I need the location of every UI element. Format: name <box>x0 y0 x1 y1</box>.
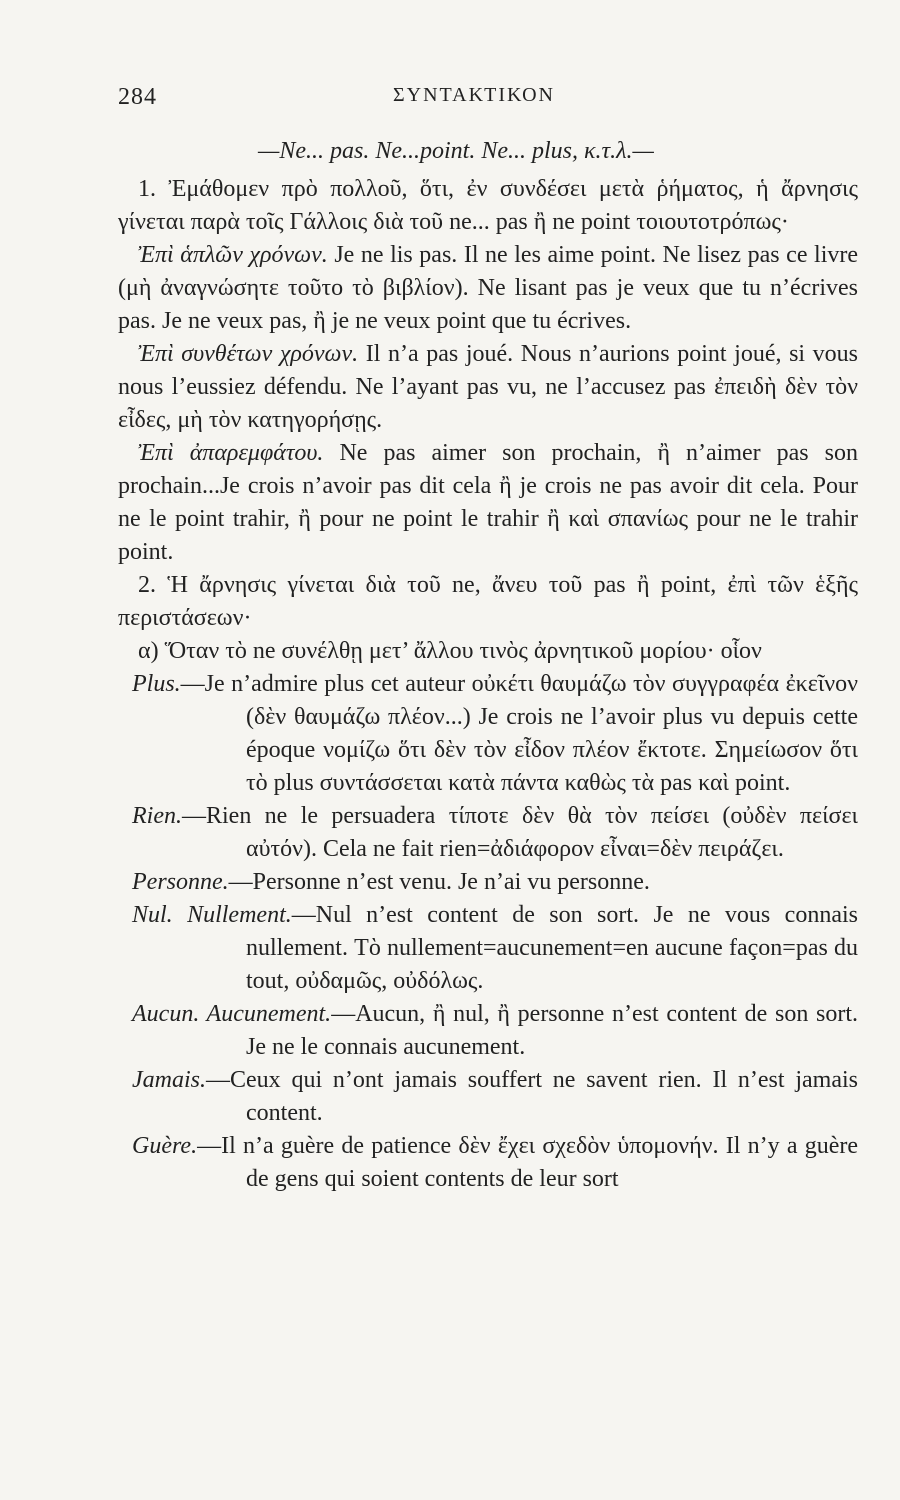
section-1-intro: 1. Ἐμάθομεν πρὸ πολλοῦ, ὅτι, ἐν συνδέσει μετὰ ῥήματος, ἡ ἄρνησις γίνεται παρὰ τοῖς Γάλλοις διὰ τοῦ ne... pas ἢ ne point τοιουτοτρόπως· <box>118 176 858 235</box>
entry-term: Jamais. <box>132 1067 206 1093</box>
simple-tenses-text: Je ne lis pas. Il ne les aime point. Ne lisez pas ce livre (μὴ ἀναγνώσητε τοῦτο τὸ βιβλίον). Ne lisant pas je veux que tu n’écrives pas. Je ne veux pas, ἢ je ne veux point que tu écrives. <box>118 242 859 334</box>
entry-text: —Je n’admire plus cet auteur οὐκέτι θαυμάζω τὸν συγγραφέα ἐκεῖνον (δὲν θαυμάζω πλέον...) Je crois ne l’avoir plus vu depuis cette époque νομίζω ὅτι δὲν τὸν εἶδον πλέον ἔκτοτε. Σημείωσον ὅτι τὸ plus συντάσσεται κατὰ πάντα καθὼς τὰ pas καὶ point. <box>180 671 858 796</box>
section-rubric: —Ne... pas. Ne...point. Ne... plus, κ.τ.λ.— <box>258 138 654 164</box>
entry-term: Plus. <box>132 671 181 697</box>
entry-text: —Il n’a guère de patience δὲν ἔχει σχεδὸν ὑπομονήν. Il n’y a guère de gens qui soient contents de leur sort <box>197 1133 858 1192</box>
entry-jamais <box>118 1064 858 1130</box>
infinitive-paragraph <box>118 437 858 569</box>
entry-term: Nul. Nullement. <box>132 902 292 928</box>
entry-term: Rien. <box>132 803 182 829</box>
compound-tenses-paragraph <box>118 338 858 437</box>
running-title: ΣΥΝΤΑΚΤΙΚΟΝ <box>393 84 555 106</box>
entry-personne <box>118 866 858 899</box>
entry-guere <box>118 1130 858 1196</box>
entry-plus <box>118 668 858 800</box>
section-2-sub-a: α) Ὅταν τὸ ne συνέλθῃ μετ’ ἄλλου τινὸς ἀρνητικοῦ μορίου· οἷον <box>138 638 762 664</box>
entry-rien <box>118 800 858 866</box>
simple-tenses-label: Ἐπὶ ἁπλῶν χρόνων. <box>138 242 328 268</box>
entry-term: Guère. <box>132 1133 198 1159</box>
entry-text: —Nul n’est content de son sort. Je ne vous connais nullement. Τὸ nullement=aucunement=en aucune façon=pas du tout, οὐδαμῶς, οὐδόλως. <box>246 902 858 994</box>
page-number: 284 <box>118 84 157 110</box>
entry-term: Aucun. Aucunement. <box>132 1001 332 1027</box>
entry-text: —Aucun, ἢ nul, ἢ personne n’est content de son sort. Je ne le connais aucunement. <box>246 1001 858 1060</box>
infinitive-text: Ne pas aimer son prochain, ἢ n’aimer pas son prochain...Je crois n’avoir pas dit cela ἢ je crois ne pas avoir dit cela. Pour ne le point trahir, ἢ pour ne point le trahir ἢ καὶ σπανίως pour ne le trahir point. <box>118 440 858 565</box>
entry-nul <box>118 899 858 998</box>
compound-tenses-label: Ἐπὶ συνθέτων χρόνων. <box>138 341 359 367</box>
entry-text: —Ceux qui n’ont jamais souffert ne savent rien. Il n’est jamais content. <box>206 1067 858 1126</box>
entry-aucun <box>118 998 858 1064</box>
section-2-intro: 2. Ἡ ἄρνησις γίνεται διὰ τοῦ ne, ἄνευ τοῦ pas ἢ point, ἐπὶ τῶν ἑξῆς περιστάσεων· <box>118 572 858 631</box>
entry-text: —Personne n’est venu. Je n’ai vu personne. <box>228 869 650 895</box>
page-header <box>118 84 858 124</box>
infinitive-label: Ἐπὶ ἀπαρεμφάτου. <box>138 440 324 466</box>
entry-term: Personne. <box>132 869 229 895</box>
simple-tenses-paragraph <box>118 239 858 338</box>
compound-tenses-text: Il n’a pas joué. Nous n’aurions point joué, si vous nous l’eussiez défendu. Ne l’ayant pas vu, ne l’accusez pas ἐπειδὴ δὲν τὸν εἶδες, μὴ τὸν κατηγορήσῃς. <box>118 341 859 433</box>
entry-text: —Rien ne le persuadera τίποτε δὲν θὰ τὸν πείσει (οὐδὲν πείσει αὐτόν). Cela ne fait rien=ἀδιάφορον εἶναι=δὲν πειράζει. <box>181 803 858 862</box>
